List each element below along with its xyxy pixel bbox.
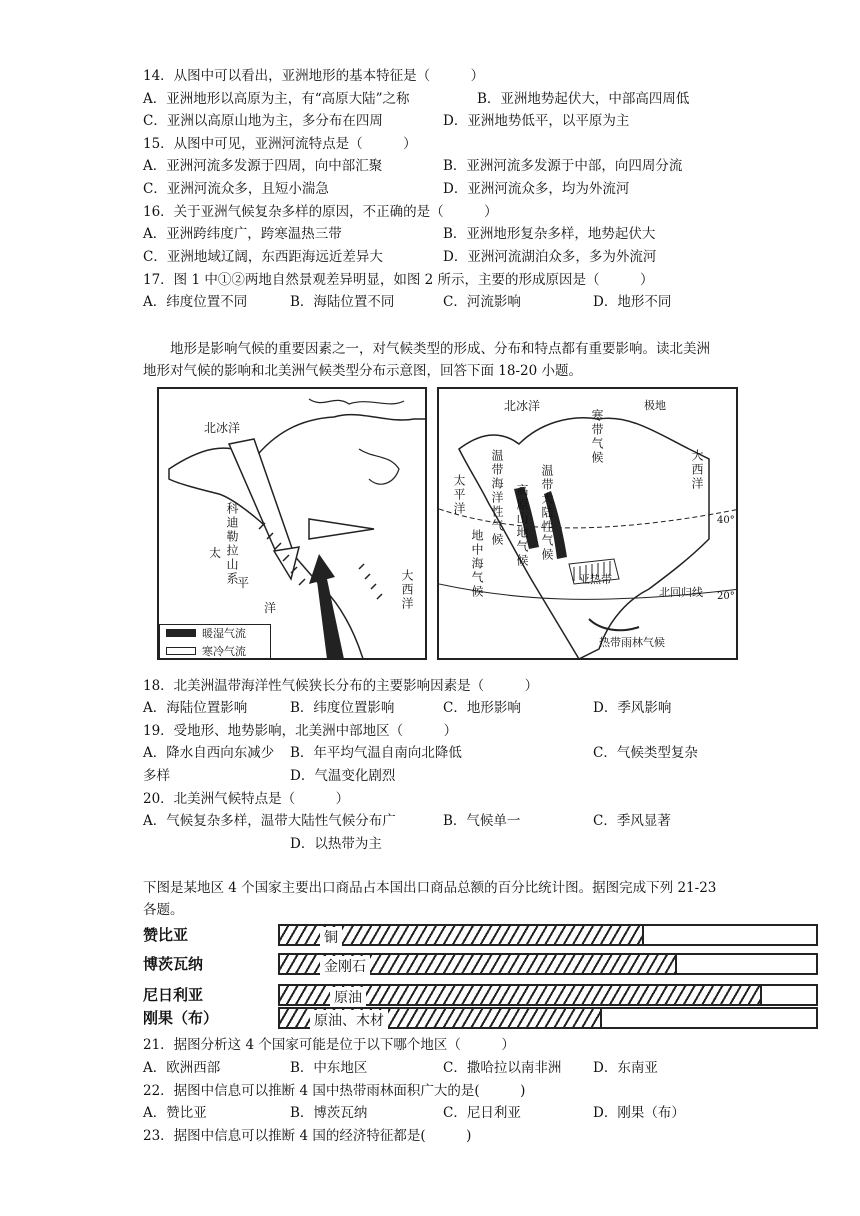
q18-option-d[interactable]: D．季风影响 (593, 700, 672, 716)
map1-pacific-3: 洋 (264, 601, 277, 615)
question-21-stem: 21．据图分析这 4 个国家可能是位于以下哪个地区（ ） (143, 1037, 515, 1053)
question-14-stem: 14．从图中可以看出，亚洲地形的基本特征是（ ） (143, 68, 485, 84)
q15-option-a[interactable]: A．亚洲河流多发源于四周，向中部汇聚 (143, 158, 383, 174)
q17-option-c[interactable]: C．河流影响 (443, 294, 521, 310)
bar-row (143, 1005, 823, 1033)
q19-option-d[interactable]: D．气温变化剧烈 (290, 768, 396, 784)
topography-map-drawing (159, 389, 427, 660)
map2-temperate-continental-label: 温带大陆性气候 (540, 464, 554, 562)
map1-pacific-1: 太 (209, 546, 222, 560)
map2-lat40-label: 40° (717, 515, 735, 526)
bar-row (143, 951, 823, 979)
q22-option-a[interactable]: A．赞比亚 (143, 1105, 207, 1121)
q16-option-b[interactable]: B．亚洲地形复杂多样，地势起伏大 (443, 226, 656, 242)
map1-legend (159, 624, 271, 660)
map2-pacific-label: 太平洋 (452, 474, 466, 516)
q20-option-a[interactable]: A．气候复杂多样，温带大陆性气候分布广 (143, 813, 396, 829)
passage-export-chart: 下图是某地区 4 个国家主要出口商品占本国出口商品总额的百分比统计图。据图完成下列 21-23 各题。 (143, 880, 717, 918)
q18-option-a[interactable]: A．海陆位置影响 (143, 700, 248, 716)
map2-atlantic-label: 大西洋 (690, 449, 704, 491)
map2-polar-label: 极地 (644, 399, 666, 412)
bar-track (278, 984, 818, 1006)
map1-arctic-label: 北冰洋 (204, 421, 241, 435)
q16-option-d[interactable]: D．亚洲河流湖泊众多，多为外流河 (443, 249, 657, 265)
q15-option-d[interactable]: D．亚洲河流众多，均为外流河 (443, 181, 630, 197)
q16-option-c[interactable]: C．亚洲地域辽阔，东西距海远近差异大 (143, 249, 383, 265)
map2-arctic-label: 北冰洋 (504, 399, 541, 413)
bar-track (278, 953, 818, 975)
q21-option-d[interactable]: D．东南亚 (593, 1060, 658, 1076)
q15-option-b[interactable]: B．亚洲河流多发源于中部，向四周分流 (443, 158, 683, 174)
bar-country-label: 赞比亚 (143, 926, 189, 944)
question-16-stem: 16．关于亚洲气候复杂多样的原因，不正确的是（ ） (143, 204, 498, 220)
q20-option-c[interactable]: C．季风显著 (593, 813, 671, 829)
q15-option-c[interactable]: C．亚洲河流众多，且短小湍急 (143, 181, 329, 197)
bar-commodity-label: 原油 (330, 987, 366, 1007)
bar-track (278, 924, 818, 946)
q14-option-a[interactable]: A．亚洲地形以高原为主，有“高原大陆”之称 (143, 91, 410, 107)
bar-country-label: 刚果（布） (143, 1009, 219, 1027)
map2-tropic-label: 北回归线 (659, 586, 703, 599)
q17-option-b[interactable]: B．海陆位置不同 (290, 294, 395, 310)
map-north-america-climate (437, 387, 738, 660)
legend-warm-icon (166, 629, 196, 637)
map2-mediterranean-label: 地中海气候 (470, 529, 484, 599)
bar-row (143, 922, 823, 950)
legend-warm-label: 暖湿气流 (202, 627, 246, 640)
q22-option-c[interactable]: C．尼日利亚 (443, 1105, 521, 1121)
bar-commodity-label: 金刚石 (320, 956, 370, 976)
map2-tropical-rain-label: 热带雨林气候 (599, 636, 665, 649)
question-23-stem: 23．据图中信息可以推断 4 国的经济特征都是( ) (143, 1128, 472, 1144)
question-18-stem: 18．北美洲温带海洋性气候狭长分布的主要影响因素是（ ） (143, 678, 539, 694)
q21-option-b[interactable]: B．中东地区 (290, 1060, 368, 1076)
map2-cold-zone-label: 寒带气候 (590, 409, 604, 465)
map1-atlantic-label: 大西洋 (400, 569, 414, 611)
map2-subtropical-label: 亚热带 (579, 573, 612, 586)
q20-option-b[interactable]: B．气候单一 (443, 813, 521, 829)
q19-option-c-continued: 多样 (143, 768, 170, 784)
map-north-america-topography (157, 387, 427, 660)
question-22-stem: 22．据图中信息可以推断 4 国中热带雨林面积广大的是( ) (143, 1083, 526, 1099)
q14-option-d[interactable]: D．亚洲地势低平，以平原为主 (443, 113, 630, 129)
question-19-stem: 19．受地形、地势影响，北美洲中部地区（ ） (143, 723, 458, 739)
q19-option-c[interactable]: C．气候类型复杂 (593, 745, 698, 761)
map2-temperate-marine-label: 温带海洋性气候 (490, 449, 504, 547)
bar-commodity-label: 原油、木材 (310, 1010, 388, 1030)
map1-rocky-label: 科迪勒拉山系 (225, 502, 239, 586)
q14-option-b[interactable]: B．亚洲地势起伏大，中部高四周低 (477, 91, 690, 107)
map1-pacific-2: 平 (237, 576, 250, 590)
q14-option-c[interactable]: C．亚洲以高原山地为主，多分布在四周 (143, 113, 383, 129)
q20-option-d[interactable]: D．以热带为主 (290, 836, 382, 852)
q17-option-a[interactable]: A．纬度位置不同 (143, 294, 248, 310)
bar-country-label: 博茨瓦纳 (143, 955, 204, 973)
question-17-stem: 17．图 1 中①②两地自然景观差异明显，如图 2 所示，主要的形成原因是（ ） (143, 272, 654, 288)
q21-option-a[interactable]: A．欧洲西部 (143, 1060, 221, 1076)
question-15-stem: 15．从图中可见，亚洲河流特点是（ ） (143, 136, 417, 152)
q16-option-a[interactable]: A．亚洲跨纬度广，跨寒温热三带 (143, 226, 342, 242)
map2-lat20-label: 20° (717, 591, 735, 602)
q18-option-b[interactable]: B．纬度位置影响 (290, 700, 395, 716)
q19-option-b[interactable]: B．年平均气温自南向北降低 (290, 745, 462, 761)
legend-cold-label: 寒冷气流 (202, 645, 246, 658)
question-20-stem: 20．北美洲气候特点是（ ） (143, 791, 350, 807)
q18-option-c[interactable]: C．地形影响 (443, 700, 521, 716)
bar-track (278, 1007, 818, 1029)
q17-option-d[interactable]: D．地形不同 (593, 294, 672, 310)
q21-option-c[interactable]: C．撒哈拉以南非洲 (443, 1060, 562, 1076)
q19-option-a[interactable]: A．降水自西向东减少 (143, 745, 275, 761)
bar-commodity-label: 铜 (320, 927, 342, 947)
passage-north-america: 地形是影响气候的重要因素之一，对气候类型的形成、分布和特点都有重要影响。读北美洲地形对气候的影响和北美洲气候类型分布示意图，回答下面 18-20 小题。 (143, 341, 710, 379)
legend-cold-icon (166, 647, 196, 655)
q22-option-d[interactable]: D．刚果（布） (593, 1105, 685, 1121)
q22-option-b[interactable]: B．博茨瓦纳 (290, 1105, 368, 1121)
map2-highland-label: 高原山地气候 (515, 484, 529, 568)
bar-country-label: 尼日利亚 (143, 986, 204, 1004)
